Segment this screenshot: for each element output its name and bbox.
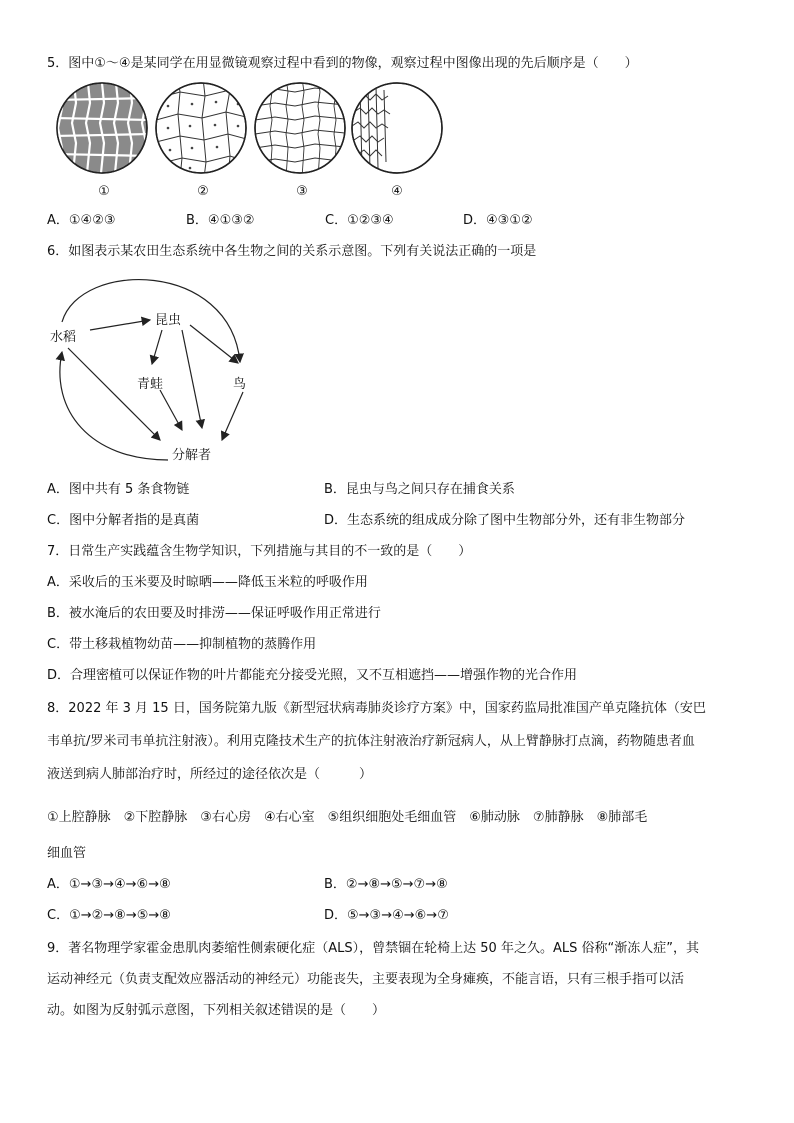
q7-option-a: A．采收后的玉米要及时晾晒——降低玉米粒的呼吸作用 (47, 575, 368, 590)
q5-option-a: A．①④②③ (47, 213, 116, 228)
q8-option-a: A．①→③→④→⑥→⑧ (47, 877, 171, 892)
q8-option-c: C．①→②→⑧→⑤→⑧ (47, 908, 171, 923)
microscope-label-4: ④ (391, 184, 403, 199)
q8-items-line-2: 细血管 (47, 846, 87, 861)
diagram-node-insect: 昆虫 (155, 313, 182, 328)
diagram-node-frog: 青蛙 (137, 377, 164, 392)
q5-option-b: B．④①③② (186, 213, 255, 228)
q8-items-line-1: ①上腔静脉 ②下腔静脉 ③右心房 ④右心室 ⑤组织细胞处毛细血管 ⑥肺动脉 ⑦肺静脉 ⑧肺部毛 (47, 810, 648, 825)
q8-stem-line-2: 韦单抗/罗米司韦单抗注射液）。利用克隆技术生产的抗体注射液治疗新冠病人，从上臂静脉打点滴，药物随患者血 (47, 734, 695, 749)
q7-option-c: C．带土移栽植物幼苗——抑制植物的蒸腾作用 (47, 637, 317, 652)
q6-option-d: D．生态系统的组成成分除了图中生物部分外，还有非生物部分 (324, 513, 686, 528)
q8-option-d: D．⑤→③→④→⑥→⑦ (324, 908, 449, 923)
diagram-node-rice: 水稻 (50, 330, 77, 345)
microscope-image-4 (352, 83, 442, 173)
q7-option-d: D．合理密植可以保证作物的叶片都能充分接受光照，又不互相遮挡——增强作物的光合作用 (47, 668, 578, 683)
q8-stem-line-1: 8．2022 年 3 月 15 日，国务院第九版《新型冠状病毒肺炎诊疗方案》中，国家药监局批准国产单克隆抗体（安巴 (47, 701, 706, 716)
q6-option-b: B．昆虫与鸟之间只存在捕食关系 (324, 482, 515, 497)
q7-stem: 7．日常生产实践蕴含生物学知识，下列措施与其目的不一致的是（ ） (47, 544, 472, 559)
q5-stem: 5．图中①～④是某同学在用显微镜观察过程中看到的物像，观察过程中图像出现的先后顺序是（ ） (47, 56, 638, 71)
food-web-diagram (40, 270, 280, 470)
microscope-image-2 (156, 78, 250, 178)
q9-stem-line-1: 9．著名物理学家霍金患肌肉萎缩性侧索硬化症（ALS），曾禁锢在轮椅上达 50 年之久。ALS 俗称“渐冻人症”，其 (47, 941, 699, 956)
q9-stem-line-3: 动。如图为反射弧示意图，下列相关叙述错误的是（ ） (47, 1003, 386, 1018)
q7-option-b: B．被水淹后的农田要及时排涝——保证呼吸作用正常进行 (47, 606, 381, 621)
q6-stem: 6．如图表示某农田生态系统中各生物之间的关系示意图。下列有关说法正确的一项是 (47, 244, 537, 259)
q5-option-c: C．①②③④ (325, 213, 394, 228)
q6-option-a: A．图中共有 5 条食物链 (47, 482, 190, 497)
microscope-image-1 (55, 83, 150, 173)
q9-stem-line-2: 运动神经元（负责支配效应器活动的神经元）功能丧失，主要表现为全身瘫痪，不能言语，只有三根手指可以活 (47, 972, 685, 987)
microscope-image-3 (255, 78, 345, 178)
q5-option-d: D．④③①② (463, 213, 533, 228)
microscope-label-3: ③ (296, 184, 308, 199)
diagram-node-bird: 鸟 (233, 377, 247, 392)
microscope-label-1: ① (98, 184, 110, 199)
diagram-node-decomposer: 分解者 (172, 448, 212, 463)
q8-stem-line-3: 液送到病人肺部治疗时，所经过的途径依次是（ ） (47, 767, 373, 782)
q6-option-c: C．图中分解者指的是真菌 (47, 513, 200, 528)
q8-option-b: B．②→⑧→⑤→⑦→⑧ (324, 877, 448, 892)
microscope-images (40, 78, 460, 188)
microscope-label-2: ② (197, 184, 209, 199)
